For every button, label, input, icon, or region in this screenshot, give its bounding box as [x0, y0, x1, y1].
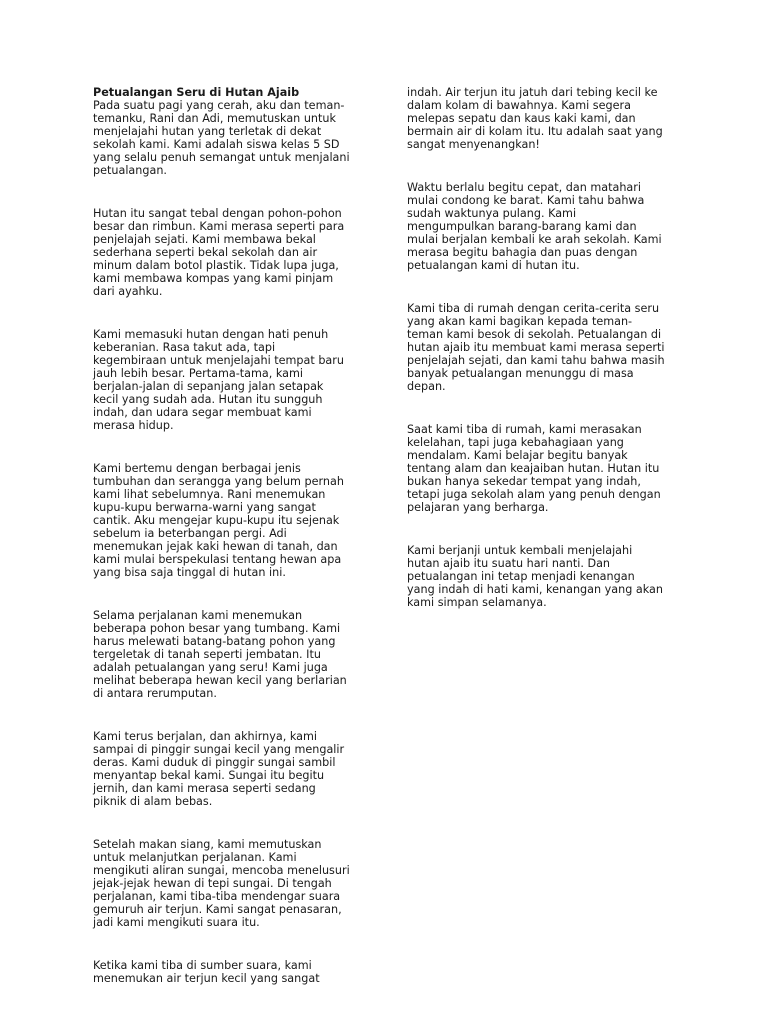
paragraph: Saat kami tiba di rumah, kami merasakan kelelahan, tapi juga kebahagiaan yang mendalam. Kami belajar begitu banyak tentang alam dan keajaiban hutan. Hutan itu bukan hanya sekedar tempat yang indah, tetapi juga sekolah alam yang penuh dengan pelajaran yang berharga. [407, 423, 661, 514]
paragraph: indah. Air terjun itu jatuh dari tebing kecil ke dalam kolam di bawahnya. Kami segera melepas sepatu dan kaus kaki kami, dan bermain air di kolam itu. Itu adalah saat yang sangat menyenangkan! [407, 86, 663, 151]
story-title: Petualangan Seru di Hutan Ajaib [93, 86, 300, 99]
paragraph: Selama perjalanan kami menemukan beberapa pohon besar yang tumbang. Kami harus melewati batang-batang pohon yang tergeletak di tanah seperti jembatan. Itu adalah petualangan yang seru! Kami juga melihat beberapa hewan kecil yang berlarian di antara rerumputan. [93, 609, 347, 700]
paragraph: Kami tiba di rumah dengan cerita-cerita seru yang akan kami bagikan kepada teman- teman kami besok di sekolah. Petualangan di hutan ajaib itu membuat kami merasa seperti penjelajah sejati, dan kami tahu bahwa masih banyak petualangan menunggu di masa depan. [407, 302, 665, 393]
paragraph: Ketika kami tiba di sumber suara, kami menemukan air terjun kecil yang sangat [93, 959, 320, 985]
left-column [93, 86, 363, 1015]
paragraph: Kami berjanji untuk kembali menjelajahi hutan ajaib itu suatu hari nanti. Dan petualangan ini tetap menjadi kenangan yang indah di hati kami, kenangan yang akan kami simpan selamanya. [407, 544, 663, 609]
paragraph: Kami bertemu dengan berbagai jenis tumbuhan dan serangga yang belum pernah kami lihat sebelumnya. Rani menemukan kupu-kupu berwarna-warni yang sangat cantik. Aku mengejar kupu-kupu itu sejenak sebelum ia beterbangan pergi. Adi menemukan jejak kaki hewan di tanah, dan kami mulai berspekulasi tentang hewan apa yang bisa saja tinggal di hutan ini. [93, 462, 344, 579]
right-column [407, 86, 682, 639]
paragraph: Hutan itu sangat tebal dengan pohon-pohon besar dan rimbun. Kami merasa seperti para penjelajah sejati. Kami membawa bekal sederhana seperti bekal sekolah dan air minum dalam botol plastik. Tidak lupa juga, kami membawa kompas yang kami pinjam dari ayahku. [93, 207, 345, 298]
paragraph: Kami memasuki hutan dengan hati penuh keberanian. Rasa takut ada, tapi kegembiraan untuk menjelajahi tempat baru jauh lebih besar. Pertama-tama, kami berjalan-jalan di sepanjang jalan setapak kecil yang sudah ada. Hutan itu sungguh indah, dan udara segar membuat kami merasa hidup. [93, 328, 344, 432]
paragraph: Setelah makan siang, kami memutuskan untuk melanjutkan perjalanan. Kami mengikuti aliran sungai, mencoba menelusuri jejak-jejak hewan di tepi sungai. Di tengah perjalanan, kami tiba-tiba mendengar suara gemuruh air terjun. Kami sangat penasaran, jadi kami mengikuti suara itu. [93, 838, 350, 929]
paragraph: Pada suatu pagi yang cerah, aku dan teman- temanku, Rani dan Adi, memutuskan untuk menjelajahi hutan yang terletak di dekat sekolah kami. Kami adalah siswa kelas 5 SD yang selalu penuh semangat untuk menjalani petualangan. [93, 99, 350, 177]
paragraph: Kami terus berjalan, dan akhirnya, kami sampai di pinggir sungai kecil yang mengalir deras. Kami duduk di pinggir sungai sambil menyantap bekal kami. Sungai itu begitu jernih, dan kami merasa seperti sedang piknik di alam bebas. [93, 730, 345, 808]
paragraph: Waktu berlalu begitu cepat, dan matahari mulai condong ke barat. Kami tahu bahwa sudah waktunya pulang. Kami mengumpulkan barang-barang kami dan mulai berjalan kembali ke arah sekolah. Kami merasa begitu bahagia dan puas dengan petualangan kami di hutan itu. [407, 181, 662, 272]
